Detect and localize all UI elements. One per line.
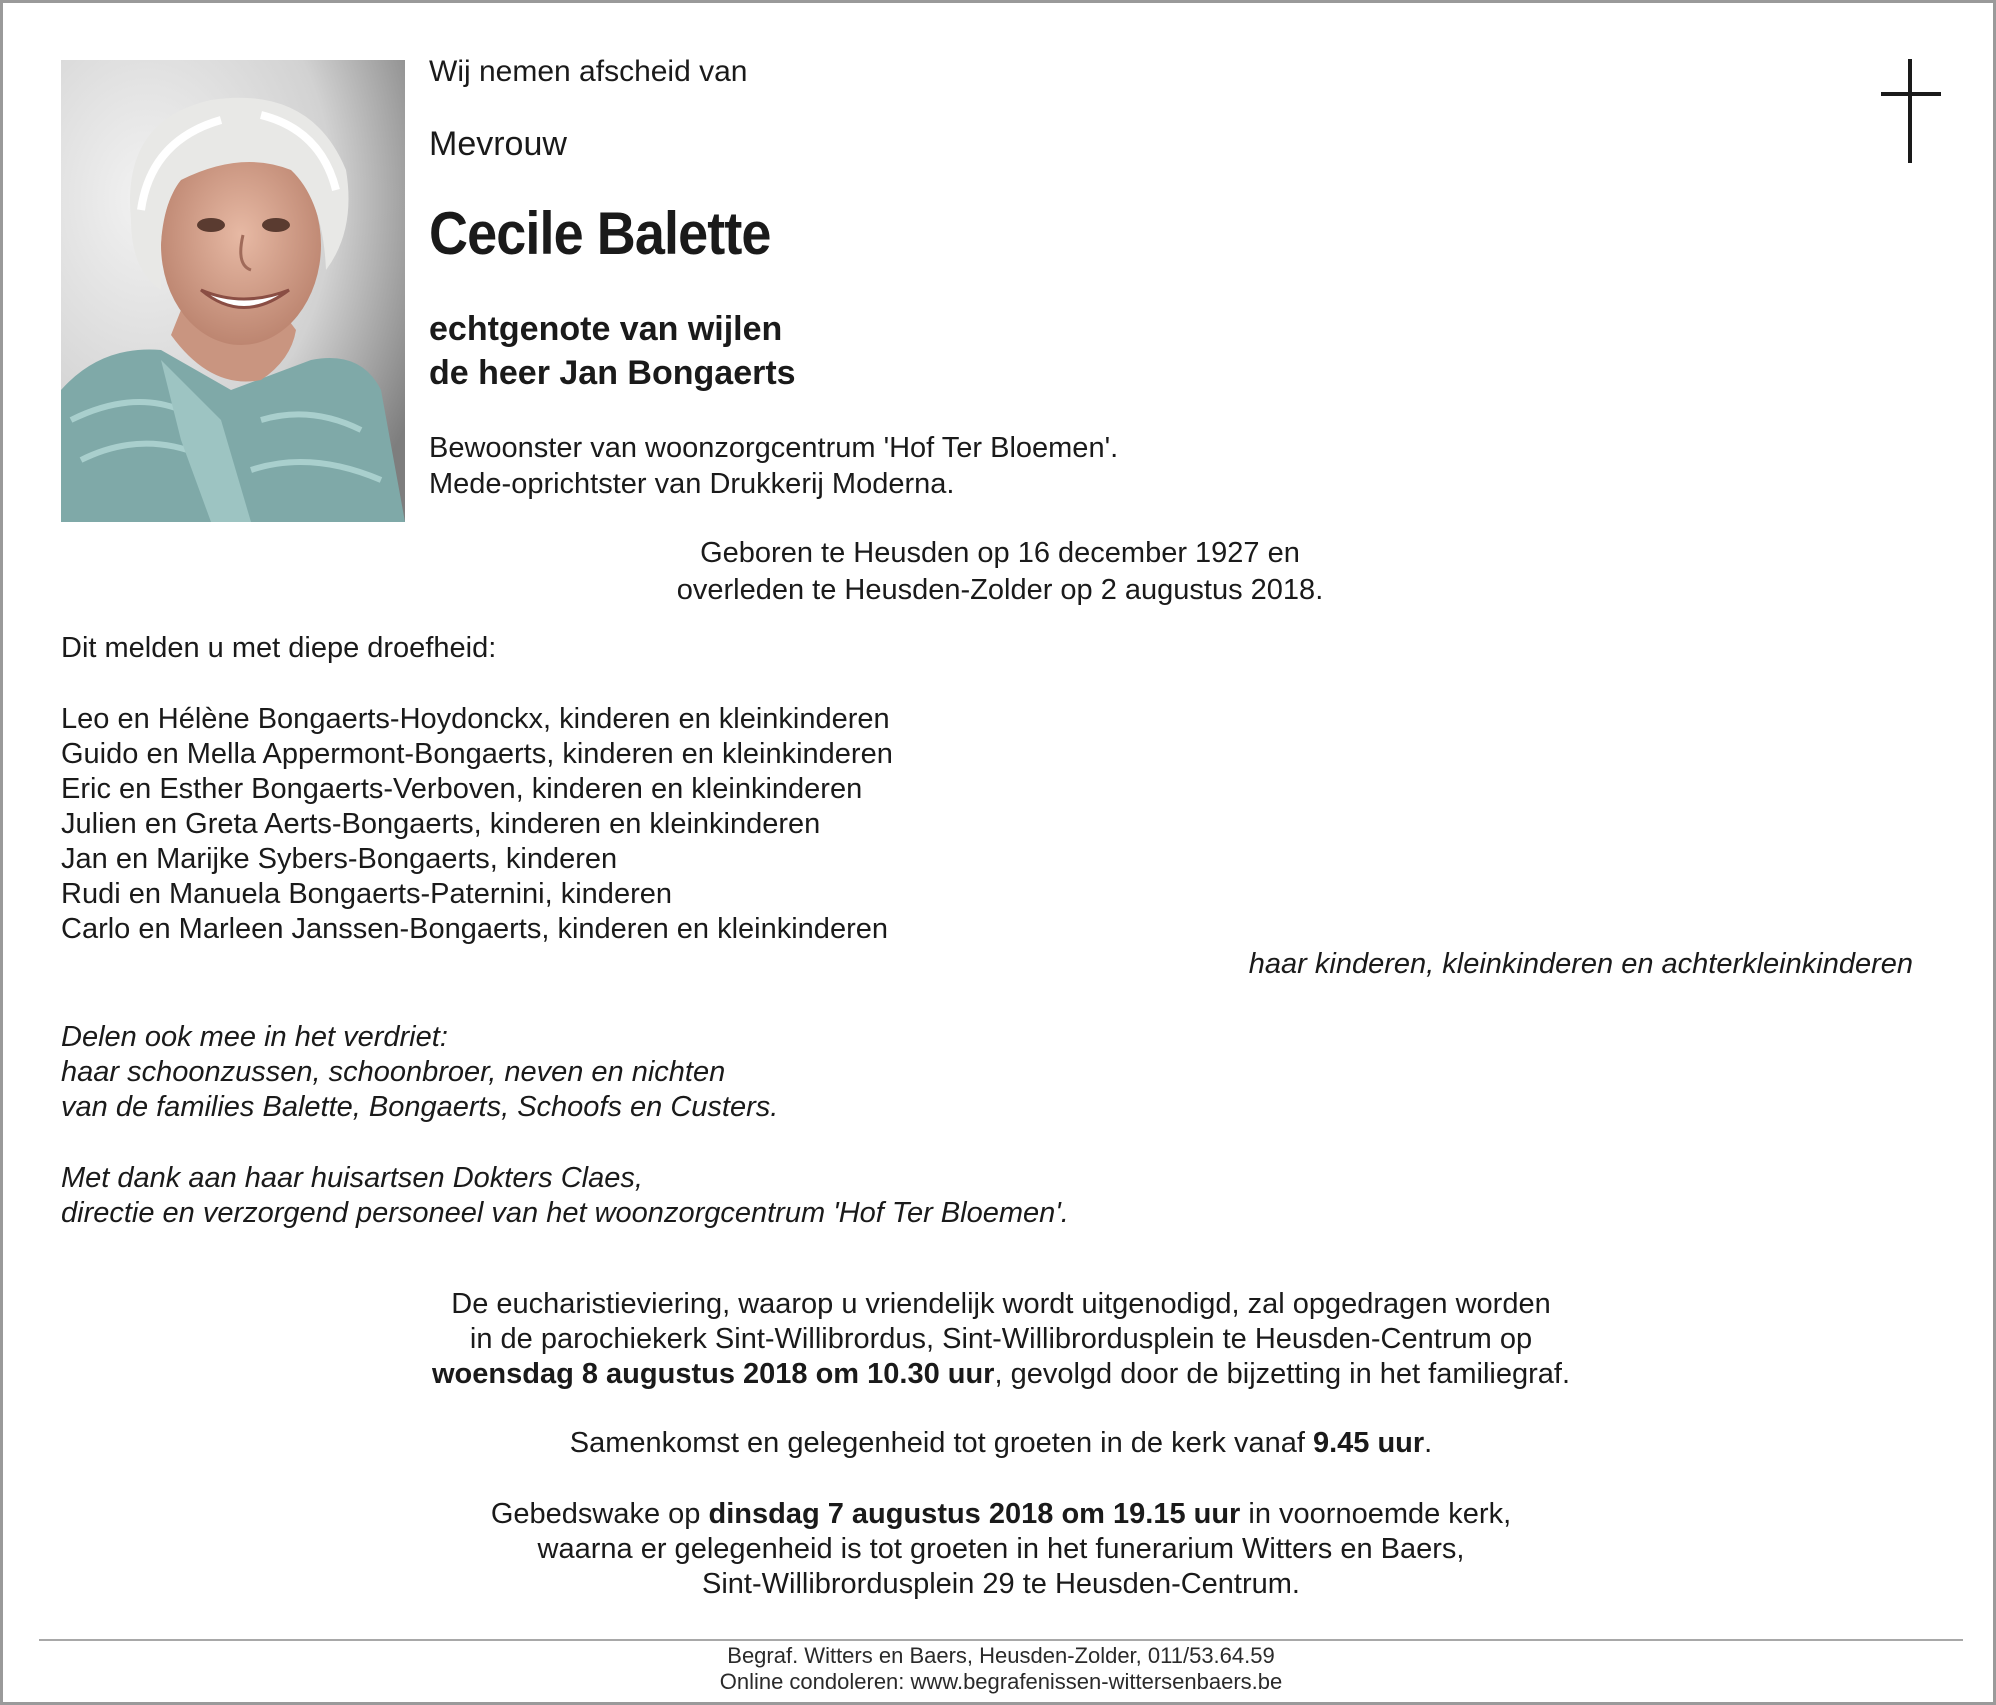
honorific: Mevrouw — [429, 125, 567, 163]
vigil-info — [3, 1497, 1996, 1602]
service-line-rest: , gevolgd door de bijzetting in het familiegraf. — [994, 1358, 1570, 1390]
family-member: Leo en Hélène Bongaerts-Hoydonckx, kinderen en kleinkinderen — [61, 703, 890, 735]
service-line: in de parochiekerk Sint-Willibrordus, Sint-Willibrordusplein te Heusden-Centrum op — [469, 1323, 1533, 1355]
shared-grief-line: van de families Balette, Bongaerts, Schoofs en Custers. — [61, 1091, 779, 1123]
service-line: De eucharistieviering, waarop u vriendelijk wordt uitgenodigd, zal opgedragen worden — [451, 1288, 1551, 1320]
family-member: Carlo en Marleen Janssen-Bongaerts, kinderen en kleinkinderen — [61, 913, 888, 945]
service-datetime: woensdag 8 augustus 2018 om 10.30 uur — [432, 1358, 995, 1390]
vigil-datetime: dinsdag 7 augustus 2018 om 19.15 uur — [708, 1498, 1241, 1530]
death-line: overleden te Heusden-Zolder op 2 augustus 2018. — [676, 574, 1324, 606]
spouse-info — [429, 307, 796, 395]
service-line — [3, 1357, 1996, 1392]
intro-text: Wij nemen afscheid van — [429, 55, 748, 88]
announcement-text: Dit melden u met diepe droefheid: — [61, 632, 497, 664]
residence-info — [429, 430, 1118, 502]
shared-grief-line: Delen ook mee in het verdriet: — [61, 1021, 448, 1053]
footer-divider — [39, 1639, 1963, 1641]
online-condolence: Online condoleren: www.begrafenissen-wittersenbaers.be — [719, 1669, 1283, 1694]
spouse-line: de heer Jan Bongaerts — [429, 354, 796, 392]
thanks-note — [61, 1161, 1069, 1231]
vigil-line: waarna er gelegenheid is tot groeten in het funerarium Witters en Baers, — [537, 1533, 1465, 1565]
service-info — [3, 1287, 1996, 1392]
family-member: Jan en Marijke Sybers-Bongaerts, kinderen — [61, 843, 618, 875]
family-member: Julien en Greta Aerts-Bongaerts, kinderen en kleinkinderen — [61, 808, 821, 840]
shared-grief-line: haar schoonzussen, schoonbroer, neven en nichten — [61, 1056, 726, 1088]
family-list — [61, 702, 893, 947]
family-summary: haar kinderen, kleinkinderen en achterkleinkinderen — [1248, 948, 1913, 980]
gathering-info — [3, 1427, 1996, 1460]
footer — [3, 1643, 1996, 1695]
family-member: Guido en Mella Appermont-Bongaerts, kinderen en kleinkinderen — [61, 738, 893, 770]
gathering-time: 9.45 uur — [1312, 1427, 1425, 1459]
gathering-text: Samenkomst en gelegenheid tot groeten in de kerk vanaf — [569, 1427, 1313, 1459]
family-member: Rudi en Manuela Bongaerts-Paternini, kinderen — [61, 878, 672, 910]
funeral-home-contact: Begraf. Witters en Baers, Heusden-Zolder, 011/53.64.59 — [727, 1643, 1275, 1668]
thanks-line: Met dank aan haar huisartsen Dokters Claes, — [61, 1162, 643, 1194]
vigil-line: Sint-Willibrordusplein 29 te Heusden-Centrum. — [702, 1568, 1300, 1600]
residence-line: Mede-oprichtster van Drukkerij Moderna. — [429, 468, 955, 500]
birth-line: Geboren te Heusden op 16 december 1927 en — [700, 537, 1300, 569]
shared-grief — [61, 1020, 778, 1125]
portrait-photo — [61, 60, 405, 522]
vigil-text: Gebedswake op — [490, 1498, 709, 1530]
residence-line: Bewoonster van woonzorgcentrum 'Hof Ter Bloemen'. — [429, 432, 1119, 464]
gathering-end: . — [1424, 1427, 1433, 1459]
latin-cross-icon — [1881, 59, 1941, 163]
thanks-line: directie en verzorgend personeel van het woonzorgcentrum 'Hof Ter Bloemen'. — [61, 1197, 1069, 1229]
vigil-text-rest: in voornoemde kerk, — [1240, 1498, 1512, 1530]
spouse-line: echtgenote van wijlen — [429, 310, 783, 348]
family-member: Eric en Esther Bongaerts-Verboven, kinderen en kleinkinderen — [61, 773, 863, 805]
deceased-name: Cecile Balette — [429, 200, 771, 267]
